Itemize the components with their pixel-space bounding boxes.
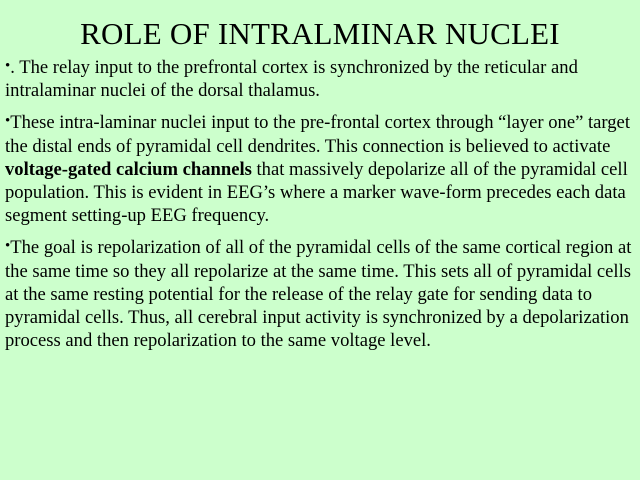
bullet-icon: •	[5, 238, 11, 255]
paragraph-2-text-lead: These intra-laminar nuclei input to the pre-frontal cortex through “layer one” target the distal ends of pyramidal cell dendrites. This connection is believed to activate	[5, 112, 630, 157]
paragraph-2-bold-term: voltage-gated calcium channels	[5, 158, 252, 180]
paragraph-3-text: The goal is repolarization of all of the pyramidal cells of the same cortical region at the same time so they all repolarize at the same time. This sets all of pyramidal cells at the same resting potential for the release of the relay gate for sending data to pyramidal cells. Thus, all cerebral input activity is synchronized by a depolarization process and then repolarization to the same voltage level.	[5, 237, 632, 352]
paragraph-1-text: . The relay input to the prefrontal cortex is synchronized by the reticular and intralaminar nuclei of the dorsal thalamus.	[5, 57, 578, 102]
bullet-paragraph-1	[5, 55, 635, 102]
bullet-paragraph-3	[5, 235, 635, 352]
bullet-icon: •	[5, 58, 11, 74]
paragraph-2-text-tail: that massively depolarize all of the pyramidal cell population. This is evident in EEG’s where a marker wave-form precedes each data segment setting-up EEG frequency.	[5, 158, 628, 227]
bullet-icon: •	[5, 113, 11, 130]
slide-body	[5, 55, 635, 360]
bullet-paragraph-2	[5, 110, 635, 227]
slide-title: ROLE OF INTRALMINAR NUCLEI	[80, 16, 560, 51]
